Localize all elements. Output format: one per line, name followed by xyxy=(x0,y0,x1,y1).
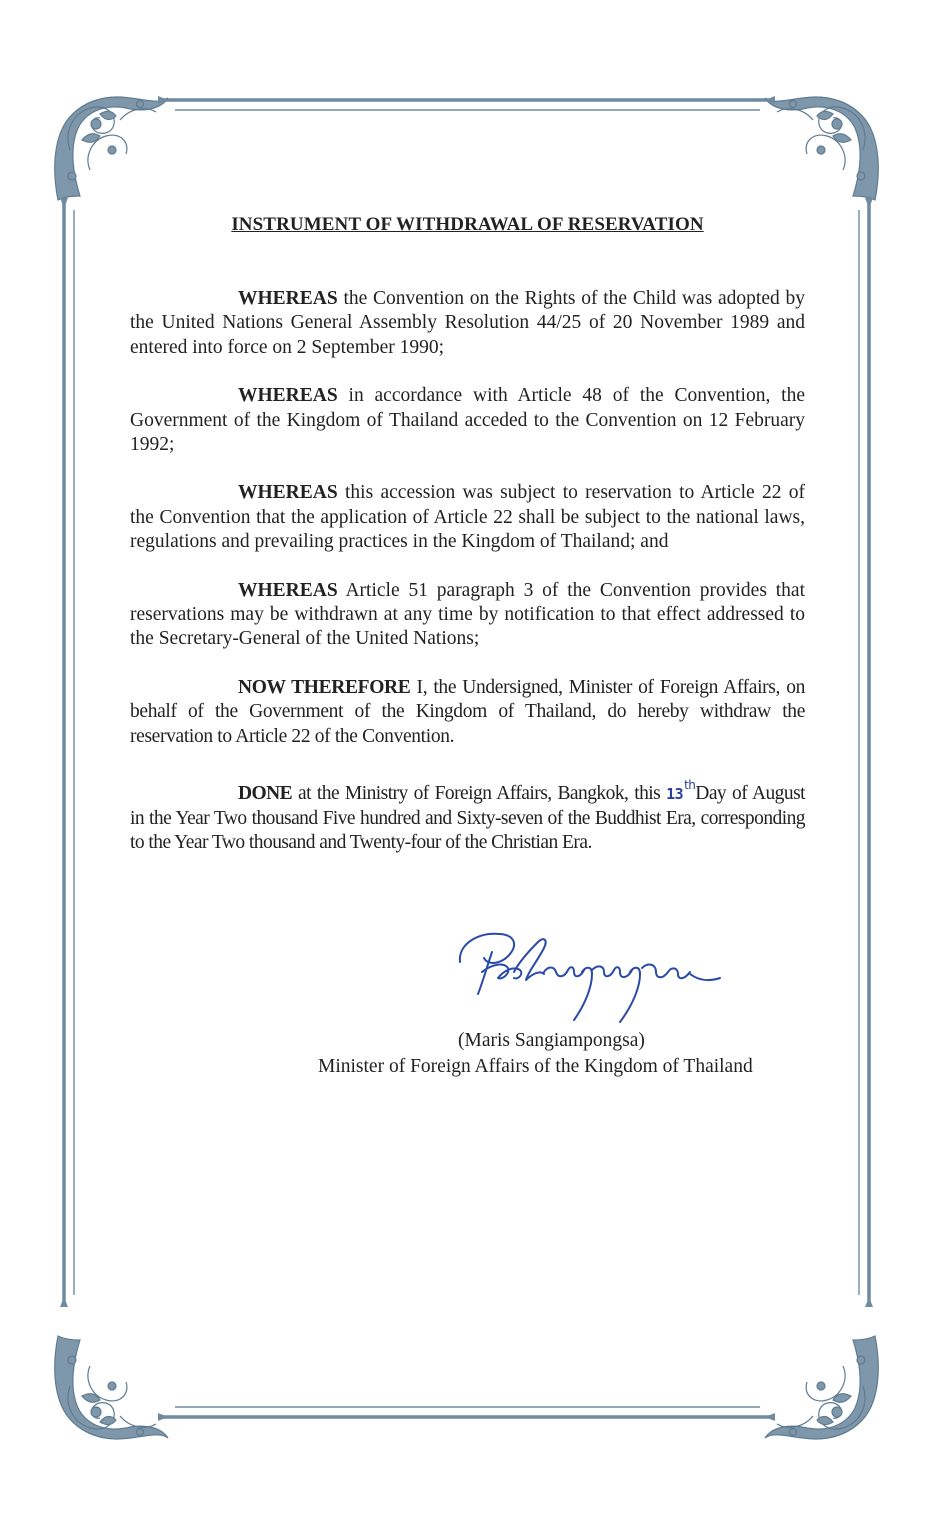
paragraph-now-therefore xyxy=(130,676,805,749)
paragraph-text: in accordance with Article 48 of the Convention, the Government of the Kingdom of Thailand acceded to the Convention on 12 February 1992; xyxy=(130,385,805,456)
paragraph-lead: WHEREAS xyxy=(238,579,338,601)
paragraph-text: the Convention on the Rights of the Child was adopted by the United Nations General Assembly Resolution 44/25 of 20 November 1989 and entered into force on 2 September 1990; xyxy=(130,288,805,358)
paragraph-done xyxy=(130,773,805,855)
paragraph-lead: WHEREAS xyxy=(238,288,338,309)
done-text-before: at the Ministry of Foreign Affairs, Bangkok, this xyxy=(292,783,667,805)
document-body xyxy=(130,208,805,855)
paragraph-text: Article 51 paragraph 3 of the Convention provides that reservations may be withdrawn at any time by notification to that effect addressed to the Secretary-General of the United Nations; xyxy=(130,579,805,650)
paragraph-lead: DONE xyxy=(238,783,293,805)
paragraph-whereas-1 xyxy=(130,287,805,360)
handwritten-signature xyxy=(452,922,727,1027)
handwritten-day: 13 xyxy=(666,785,684,804)
handwritten-day-suffix: th xyxy=(684,778,696,793)
paragraph-whereas-3 xyxy=(130,481,805,554)
signer-title: Minister of Foreign Affairs of the Kingdom of Thailand xyxy=(318,1056,753,1077)
paragraph-whereas-2 xyxy=(130,384,805,457)
done-text-after: Day of August in the Year Two thousand Five hundred and Sixty-seven of the Buddhist Era, corresponding to the Year Two thousand and Twenty-four of the Christian Era. xyxy=(130,783,805,853)
paragraph-lead: NOW THEREFORE xyxy=(238,676,411,698)
signer-name: (Maris Sangiampongsa) xyxy=(458,1030,645,1051)
paragraph-lead: WHEREAS xyxy=(238,385,338,407)
paragraph-lead: WHEREAS xyxy=(238,482,338,504)
paragraph-text: I, the Undersigned, Minister of Foreign Affairs, on behalf of the Government of the Kingdom of Thailand, do hereby withdraw the reservation to Article 22 of the Convention. xyxy=(130,676,805,747)
paragraph-text: this accession was subject to reservation to Article 22 of the Convention that the application of Article 22 shall be subject to the national laws, regulations and prevailing practices in the Kingdom of Thailand; and xyxy=(130,482,805,553)
document-title: INSTRUMENT OF WITHDRAWAL OF RESERVATION xyxy=(231,214,704,235)
paragraph-whereas-4 xyxy=(130,579,805,652)
